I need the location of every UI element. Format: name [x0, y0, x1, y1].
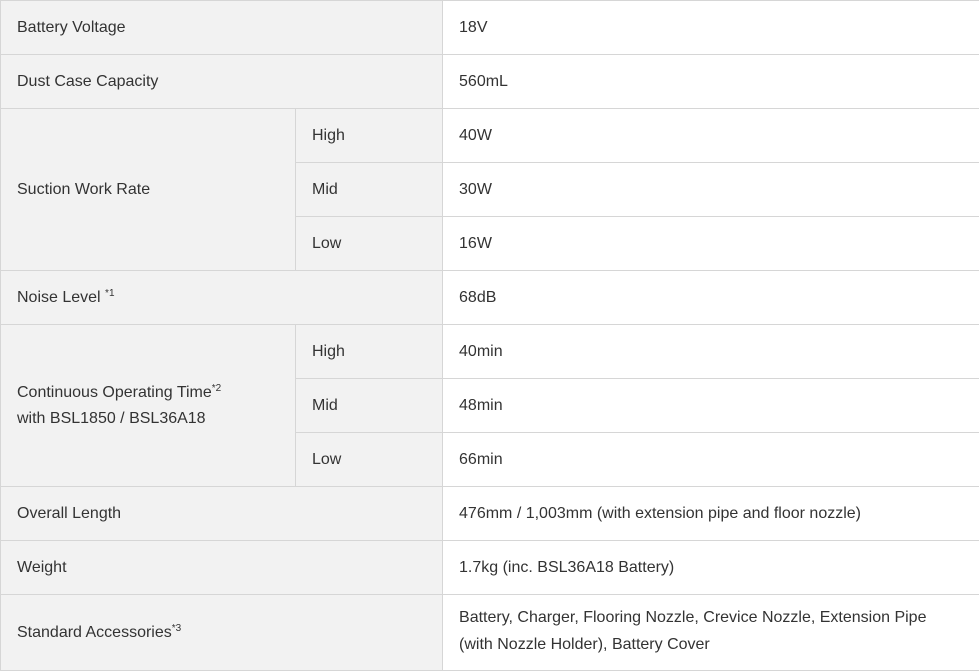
overall-length-label: Overall Length: [1, 487, 443, 541]
operating-value-low: 66min: [443, 433, 979, 487]
weight-label: Weight: [1, 541, 443, 595]
suction-level-high: High: [296, 109, 443, 163]
operating-time-label-cell: [1, 325, 296, 487]
row-suction-high: [1, 109, 979, 163]
suction-level-low: Low: [296, 217, 443, 271]
row-noise: [1, 271, 979, 325]
operating-time-battery: with BSL1850 / BSL36A18: [17, 410, 206, 427]
suction-value-mid: 30W: [443, 163, 979, 217]
row-operating-high: [1, 325, 979, 379]
operating-level-mid: Mid: [296, 379, 443, 433]
row-battery-voltage: [1, 1, 979, 55]
suction-label: Suction Work Rate: [1, 109, 296, 271]
operating-time-footnote: *2: [212, 383, 221, 394]
noise-footnote: *1: [105, 288, 114, 299]
row-dust-case: [1, 55, 979, 109]
noise-label: Noise Level: [17, 289, 105, 306]
row-accessories: [1, 595, 979, 671]
operating-value-high: 40min: [443, 325, 979, 379]
accessories-footnote: *3: [172, 623, 181, 634]
suction-value-low: 16W: [443, 217, 979, 271]
accessories-value: Battery, Charger, Flooring Nozzle, Crevice Nozzle, Extension Pipe (with Nozzle Holder), Battery Cover: [443, 595, 979, 671]
operating-level-high: High: [296, 325, 443, 379]
accessories-label: Standard Accessories: [17, 624, 172, 641]
row-weight: [1, 541, 979, 595]
overall-length-value: 476mm / 1,003mm (with extension pipe and floor nozzle): [443, 487, 979, 541]
operating-level-low: Low: [296, 433, 443, 487]
noise-value: 68dB: [443, 271, 979, 325]
suction-level-mid: Mid: [296, 163, 443, 217]
operating-time-label: Continuous Operating Time: [17, 384, 212, 401]
battery-voltage-label: Battery Voltage: [1, 1, 443, 55]
dust-case-label: Dust Case Capacity: [1, 55, 443, 109]
battery-voltage-value: 18V: [443, 1, 979, 55]
noise-label-cell: [1, 271, 443, 325]
row-overall-length: [1, 487, 979, 541]
operating-value-mid: 48min: [443, 379, 979, 433]
dust-case-value: 560mL: [443, 55, 979, 109]
suction-value-high: 40W: [443, 109, 979, 163]
accessories-label-cell: [1, 595, 443, 671]
weight-value: 1.7kg (inc. BSL36A18 Battery): [443, 541, 979, 595]
